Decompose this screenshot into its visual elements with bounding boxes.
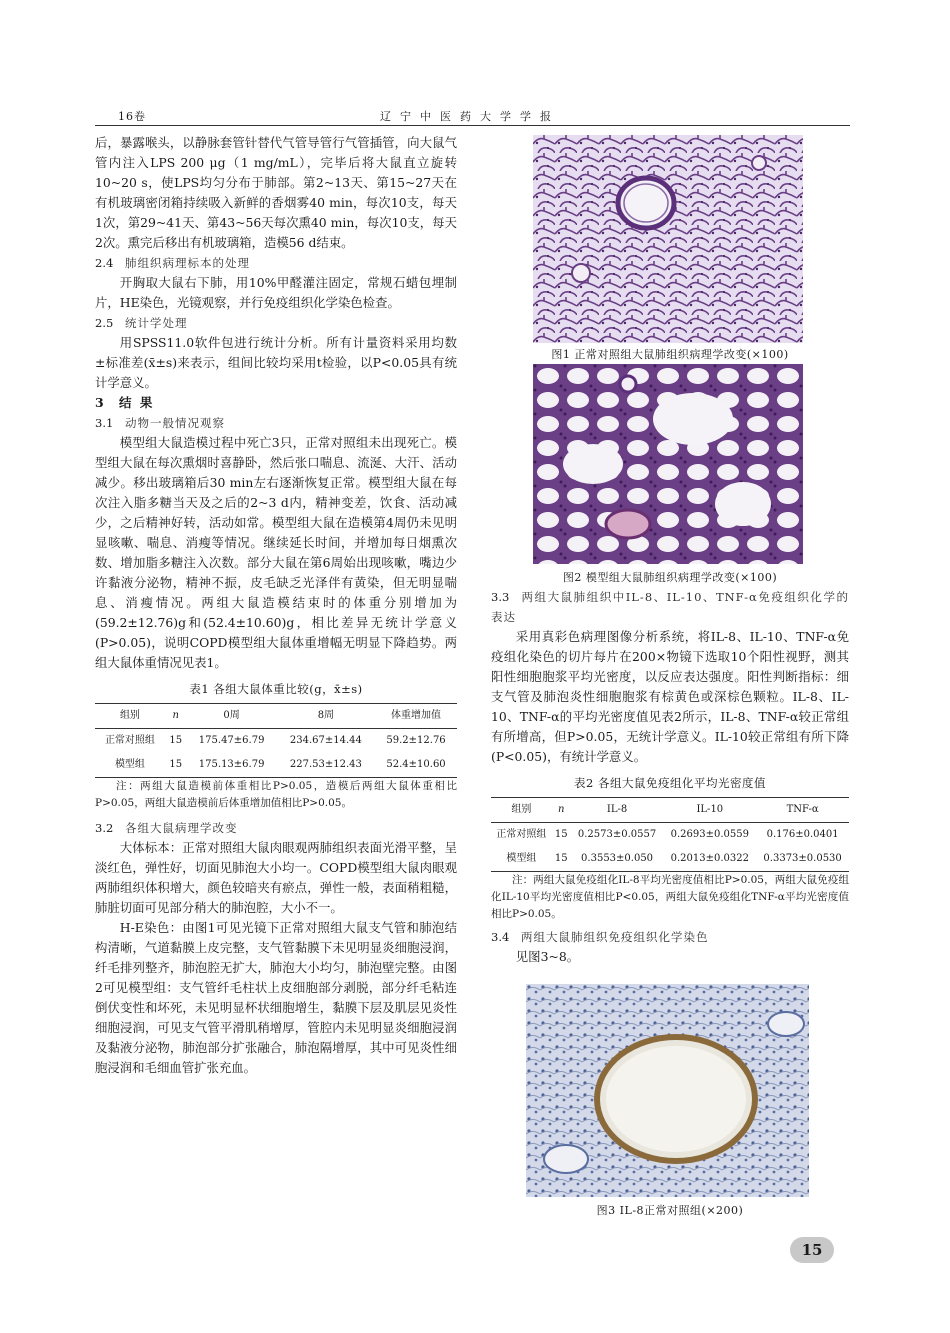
table-cell: 0.176±0.0401 [766, 829, 839, 840]
section-2-5-heading: 2.5 统计学处理 [95, 316, 188, 330]
table-row [491, 823, 849, 848]
paragraph-2-4: 开胸取大鼠右下肺，用10%甲醛灌注固定，常规石蜡包埋制片，HE染色，光镜观察，并行免疫组织化学染色检查。 [95, 275, 457, 310]
figure-3-image [526, 984, 809, 1197]
figure-2-caption: 图2 模型组大鼠肺组织病理学改变(×100) [562, 571, 778, 584]
header-rule [95, 125, 850, 126]
table-1-header: n [165, 704, 187, 729]
header-volume: 16卷 [118, 110, 146, 123]
table-cell: 175.13±6.79 [187, 753, 277, 778]
figure-3-caption: 图3 IL-8正常对照组(×200) [596, 1204, 744, 1217]
paragraph-3-4: 见图3~8。 [515, 949, 580, 964]
table-row [95, 753, 457, 778]
left-column [95, 133, 457, 1078]
table-1-caption: 表1 各组大鼠体重比较(g，x̄±s) [189, 682, 363, 696]
figure-1-image [533, 135, 803, 343]
table-cell: 234.67±14.44 [289, 735, 362, 746]
table-cell: 模型组 [95, 753, 165, 778]
table-cell: 0.2693±0.0559 [670, 829, 749, 840]
page-number: 15 [790, 1237, 834, 1263]
table-2-caption: 表2 各组大鼠免疫组化平均光密度值 [574, 776, 766, 790]
right-column [491, 587, 849, 967]
table-cell: 0.2573±0.0557 [577, 829, 657, 840]
section-3-heading: 3 结 果 [95, 395, 155, 410]
table-cell: 52.4±10.60 [375, 753, 457, 778]
table-cell: 0.2013±0.0322 [663, 847, 756, 872]
table-1-header: 8周 [277, 704, 375, 729]
table-2-header: TNF-α [756, 798, 849, 823]
table-cell: 175.47±6.79 [198, 735, 265, 746]
table-1-header: 体重增加值 [375, 704, 457, 729]
table-cell: 模型组 [491, 847, 552, 872]
table-cell: 正常对照组 [496, 829, 547, 840]
table-cell: 15 [552, 847, 571, 872]
table-1-header: 组别 [95, 704, 165, 729]
table-2-header: IL-10 [663, 798, 756, 823]
table-cell: 0.3373±0.0530 [756, 847, 849, 872]
paragraph-3-2-gross: 大体标本：正常对照组大鼠肉眼观两肺组织表面光滑平整，呈淡红色，弹性好，切面见肺泡大小均一。COPD模型组大鼠肉眼观两肺组织体积增大，颜色较暗夹有瘀点，弹性一般，表面稍粗糙，肺脏切面可见部分稍大的肺泡腔，大小不一。 [95, 840, 457, 915]
table-row [95, 729, 457, 754]
figure-2-image [533, 364, 803, 564]
table-2 [491, 773, 849, 923]
table-cell: 15 [554, 829, 568, 840]
section-2-4-heading: 2.4 肺组织病理标本的处理 [95, 256, 250, 270]
table-row [491, 847, 849, 872]
table-2-header: IL-8 [571, 798, 664, 823]
table-cell: 227.53±12.43 [277, 753, 375, 778]
section-3-2-heading: 3.2 各组大鼠病理学改变 [95, 821, 238, 835]
figure-1-caption: 图1 正常对照组大鼠肺组织病理学改变(×100) [551, 348, 789, 361]
paragraph-2-5: 用SPSS11.0软件包进行统计分析。所有计量资料采用均数±标准差(x̄±s)来表示，组间比较均采用t检验，以P<0.05具有统计学意义。 [95, 335, 457, 390]
paragraph-intro: 后，暴露喉头，以静脉套管针替代气管导管行气管插管，向大鼠气管内注入LPS 200 μg（1 mg/mL），完毕后将大鼠直立旋转10~20 s，使LPS均匀分布于肺部。第2~13天、第15~27天在有机玻璃密闭箱持续吸入新鲜的香烟雾40 min，每次10支，每天1次，第29~41天、第43~56天每次熏40 min，每次10支，每天2次。熏完后移出有机玻璃箱，造模56 d结束。 [95, 135, 457, 250]
table-2-note: 注：两组大鼠免疫组化IL-8平均光密度值相比P>0.05，两组大鼠免疫组化IL-10平均光密度值相比P<0.05，两组大鼠免疫组化TNF-α平均光密度值相比P>0.05。 [491, 874, 849, 920]
table-1-header: 0周 [187, 704, 277, 729]
table-cell: 正常对照组 [104, 735, 155, 746]
table-cell: 59.2±12.76 [386, 735, 446, 746]
table-2-header: 组别 [491, 798, 552, 823]
table-cell: 15 [169, 735, 183, 746]
table-cell: 15 [165, 753, 187, 778]
header-journal-title: 辽宁中医药大学学报 [380, 110, 560, 123]
table-2-header: n [552, 798, 571, 823]
paragraph-3-3: 采用真彩色病理图像分析系统，将IL-8、IL-10、TNF-α免疫组化染色的切片每片在200×物镜下选取10个阳性视野，测其阳性细胞胞浆平均光密度，以反应表达强度。阳性判断指标：细支气管及肺泡炎性细胞胞浆有棕黄色或深棕色颗粒。IL-8、IL-10、TNF-α的平均光密度值见表2所示，IL-8、TNF-α较正常组有所增高，但P>0.05，无统计学意义。IL-10较正常组有所下降(P<0.05)，有统计学意义。 [491, 629, 849, 764]
section-3-4-heading: 3.4 两组大鼠肺组织免疫组织化学染色 [491, 930, 709, 944]
table-1-note: 注：两组大鼠造模前体重相比P>0.05，造模后两组大鼠体重相比P>0.05，两组大鼠造模前后体重增加值相比P>0.05。 [95, 780, 457, 809]
table-1 [95, 679, 457, 812]
section-3-1-heading: 3.1 动物一般情况观察 [95, 416, 225, 430]
table-cell: 0.3553±0.050 [571, 847, 664, 872]
section-3-3-heading: 3.3 两组大鼠肺组织中IL-8、IL-10、TNF-α免疫组织化学的表达 [491, 590, 849, 624]
paragraph-3-1: 模型组大鼠造模过程中死亡3只，正常对照组未出现死亡。模型组大鼠在每次熏烟时喜静卧，然后张口喘息、流涎、大汗、活动减少。移出玻璃箱后30 min左右逐渐恢复正常。模型组大鼠在每次注入脂多糖当天及之后的2~3 d内，精神变差，饮食、活动减少，之后精神好转，活动如常。模型组大鼠在造模第4周仍未见明显咳嗽、喘息、消瘦等情况。继续延长时间，并增加每日烟熏次数、增加脂多糖注入次数。部分大鼠在第6周始出现咳嗽，嘴边少许黏液分泌物，精神不振，皮毛缺乏光泽伴有黄染，但无明显喘息、消瘦情况。两组大鼠造模结束时的体重分别增加为(59.2±12.76)g和(52.4±10.60)g，相比差异无统计学意义(P>0.05)，说明COPD模型组大鼠体重增幅无明显下降趋势。两组大鼠体重情况见表1。 [95, 435, 457, 670]
paragraph-3-2-he: H-E染色：由图1可见光镜下正常对照组大鼠支气管和肺泡结构清晰，气道黏膜上皮完整，支气管黏膜下未见明显炎细胞浸润，纤毛排列整齐，肺泡腔无扩大，肺泡大小均匀，肺泡壁完整。由图2可见模型组：支气管纤毛柱状上皮细胞部分剥脱，部分纤毛粘连倒伏变性和坏死，未见明显杯状细胞增生，黏膜下层及肌层见炎性细胞浸润，可见支气管平滑肌稍增厚，管腔内未见明显炎细胞浸润及黏液分泌物，肺泡部分扩张融合，肺泡隔增厚，其中可见炎性细胞浸润和毛细血管扩张充血。 [95, 920, 457, 1075]
